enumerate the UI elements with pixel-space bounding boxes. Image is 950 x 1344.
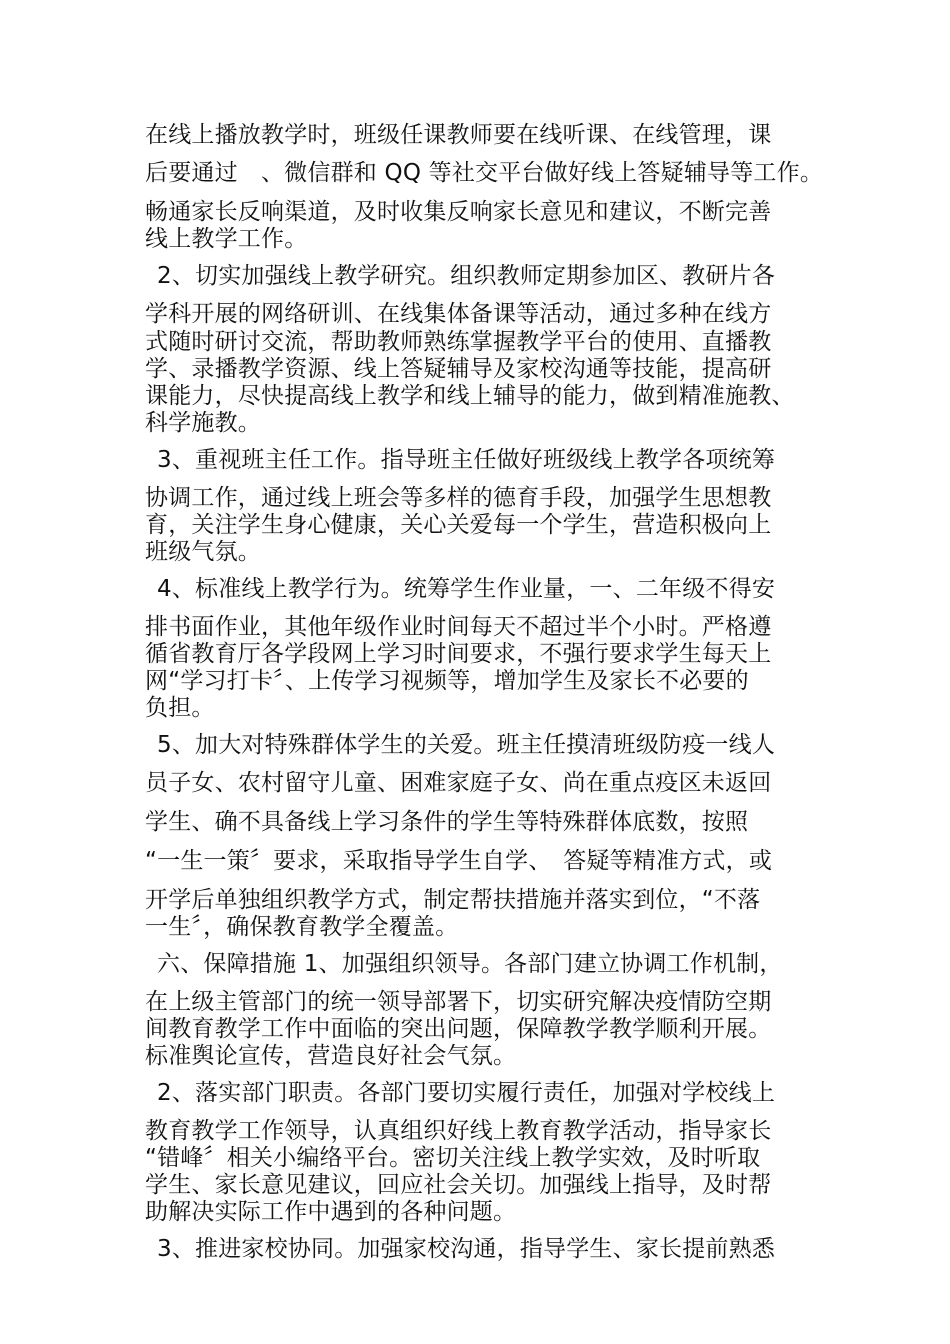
text-line: 助解决实际工作中遇到的各种问题。 <box>145 1199 517 1225</box>
text-line: 育，关注学生身心健康，关心关爱每一个学生，营造积极向上 <box>145 512 772 538</box>
text-line: 教育教学工作领导，认真组织好线上教育教学活动，指导家长 <box>145 1118 772 1144</box>
text-line: 循省教育厅各学段网上学习时间要求，不强行要求学生每天上 <box>145 641 772 667</box>
text-line: 一生〞，确保教育教学全覆盖。 <box>145 914 459 940</box>
text-line: 学生、家长意见建议，回应社会关切。加强线上指导，及时帮 <box>145 1172 772 1198</box>
text-line: 间教育教学工作中面临的突出问题，保障教学教学顺利开展。 <box>145 1016 772 1042</box>
text-line: 标准舆论宣传，营造良好社会气氛。 <box>145 1043 517 1069</box>
text-line: 线上教学工作。 <box>145 226 308 252</box>
text-line: 5、加大对特殊群体学生的关爱。班主任摸清班级防疫一线人 <box>157 732 776 758</box>
text-line: 4、标准线上教学行为。统筹学生作业量，一、二年级不得安 <box>157 576 776 602</box>
text-line: 3、推进家校协同。加强家校沟通，指导学生、家长提前熟悉 <box>157 1236 776 1262</box>
text-line: 式随时研讨交流，帮助教师熟练掌握教学平台的使用、直播教 <box>145 329 772 355</box>
text-line: 在上级主管部门的统一领导部署下，切实研究解决疫情防空期 <box>145 989 772 1015</box>
text-line: 科学施教。 <box>145 410 261 436</box>
text-line: 2、切实加强线上教学研究。组织教师定期参加区、教研片各 <box>157 263 776 289</box>
text-line: 网“学习打卡〞、上传学习视频等，增加学生及家长不必要的 <box>145 668 749 694</box>
text-line: 课能力，尽快提高线上教学和线上辅导的能力，做到精准施教、 <box>145 383 795 409</box>
text-line: 学生、确不具备线上学习条件的学生等特殊群体底数，按照 <box>145 809 749 835</box>
text-line: 员子女、农村留守儿童、困难家庭子女、尚在重点疫区未返回 <box>145 770 772 796</box>
text-line: 学、录播教学资源、线上答疑辅导及家校沟通等技能，提高研 <box>145 356 772 382</box>
text-line: 2、落实部门职责。各部门要切实履行责任，加强对学校线上 <box>157 1080 776 1106</box>
text-line: 负担。 <box>145 695 215 721</box>
text-line: 协调工作，通过线上班会等多样的德育手段，加强学生思想教 <box>145 485 772 511</box>
text-line: 3、重视班主任工作。指导班主任做好班级线上教学各项统筹 <box>157 447 776 473</box>
text-line: 后要通过 、微信群和 QQ 等社交平台做好线上答疑辅导等工作。 <box>145 160 824 186</box>
text-line: 开学后单独组织教学方式，制定帮扶措施并落实到位，“不落 <box>145 887 761 913</box>
text-line: 在线上播放教学时，班级任课教师要在线听课、在线管理，课 <box>145 122 772 148</box>
text-line: 畅通家长反响渠道，及时收集反响家长意见和建议，不断完善 <box>145 199 772 225</box>
text-line: 排书面作业，其他年级作业时间每天不超过半个小时。严格遵 <box>145 614 772 640</box>
text-line: “一生一策〞要求，采取指导学生自学、 答疑等精准方式，或 <box>145 848 773 874</box>
text-line: “错峰〞相关小编络平台。密切关注线上教学实效，及时听取 <box>145 1145 761 1171</box>
text-line: 六、保障措施 1、加强组织领导。各部门建立协调工作机制， <box>157 951 783 977</box>
text-line: 班级气氛。 <box>145 539 261 565</box>
text-line: 学科开展的网络研训、在线集体备课等活动，通过多种在线方 <box>145 301 772 327</box>
